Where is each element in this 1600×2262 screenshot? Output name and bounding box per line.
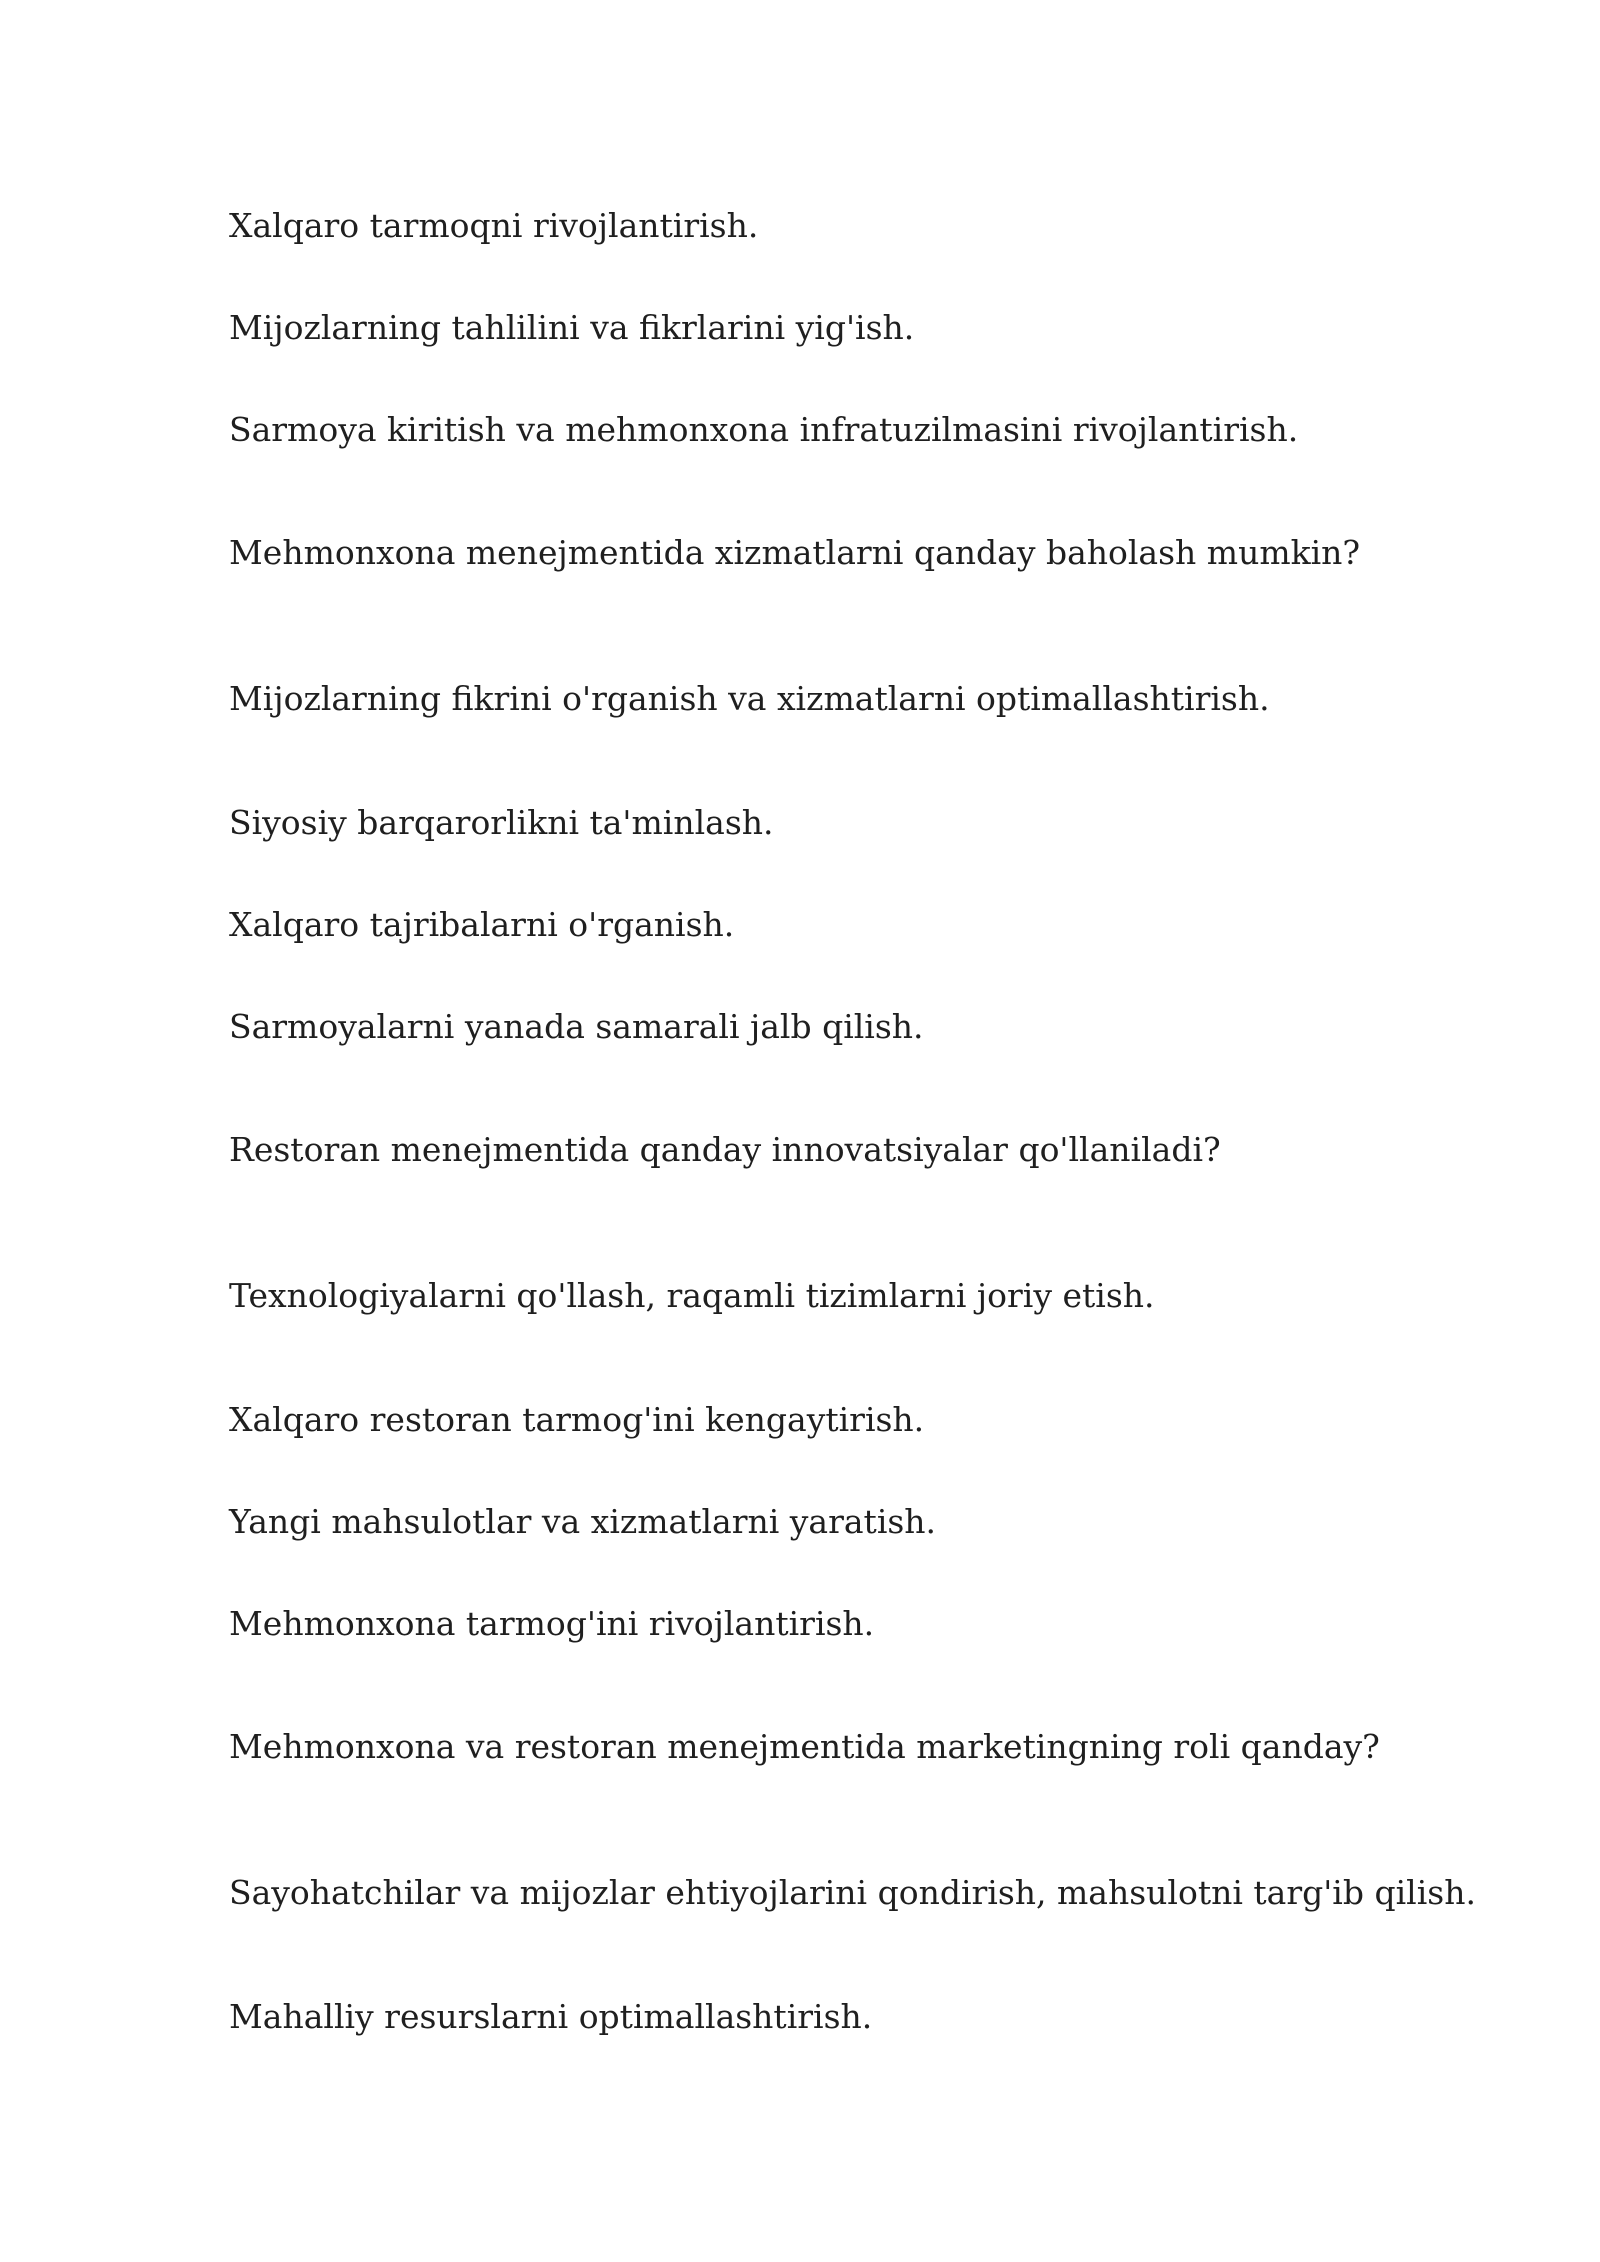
answer-option: Xalqaro tajribalarni o'rganish. xyxy=(229,905,735,944)
question-text: Mehmonxona menejmentida xizmatlarni qanday baholash mumkin? xyxy=(229,533,1361,572)
answer-option: Mehmonxona tarmog'ini rivojlantirish. xyxy=(229,1604,875,1643)
answer-option: Sarmoyalarni yanada samarali jalb qilish. xyxy=(229,1007,924,1046)
answer-option: Texnologiyalarni qo'llash, raqamli tizimlarni joriy etish. xyxy=(229,1276,1155,1315)
answer-option: Mijozlarning tahlilini va fikrlarini yig'ish. xyxy=(229,308,915,347)
answer-option: Yangi mahsulotlar va xizmatlarni yaratish. xyxy=(229,1502,937,1541)
answer-option: Xalqaro restoran tarmog'ini kengaytirish. xyxy=(229,1400,925,1439)
answer-option: Mahalliy resurslarni optimallashtirish. xyxy=(229,1997,873,2036)
answer-option: Xalqaro tarmoqni rivojlantirish. xyxy=(229,206,759,245)
question-text: Restoran menejmentida qanday innovatsiyalar qo'llaniladi? xyxy=(229,1130,1221,1169)
answer-option: Siyosiy barqarorlikni ta'minlash. xyxy=(229,803,774,842)
question-text: Mehmonxona va restoran menejmentida marketingning roli qanday? xyxy=(229,1727,1380,1766)
answer-option: Mijozlarning fikrini o'rganish va xizmatlarni optimallashtirish. xyxy=(229,679,1270,718)
answer-option: Sarmoya kiritish va mehmonxona infratuzilmasini rivojlantirish. xyxy=(229,410,1299,449)
answer-option: Sayohatchilar va mijozlar ehtiyojlarini qondirish, mahsulotni targ'ib qilish. xyxy=(229,1873,1476,1912)
